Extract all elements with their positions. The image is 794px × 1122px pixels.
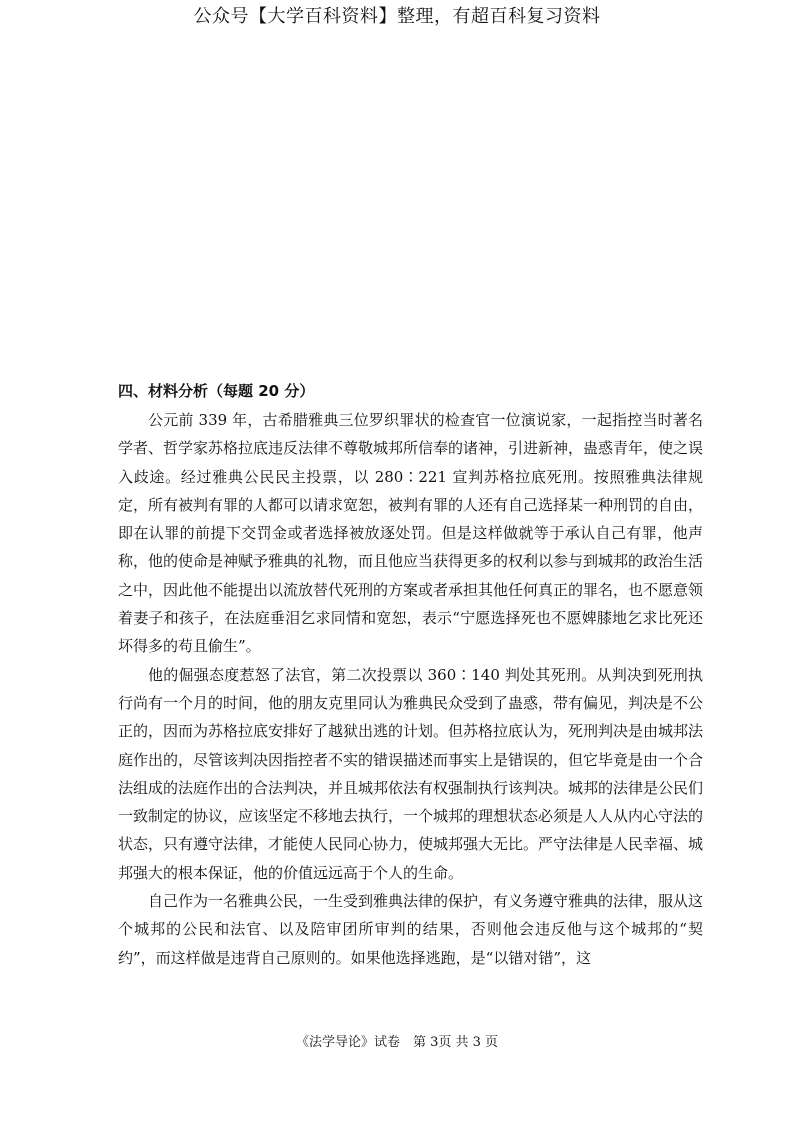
- page-header: 公众号【大学百科资料】整理，有超百科复习资料: [193, 6, 601, 27]
- paragraph-2: 他的倔强态度惹怒了法官，第二次投票以 360∶140 判处其死刑。从判决到死刑执行尚有一个月的时间，他的朋友克里同认为雅典民众受到了蛊惑，带有偏见，判决是不公正的，因而为苏格拉底安排好了越狱出逃的计划。但苏格拉底认为，死刑判决是由城邦法庭作出的，尽管该判决因指控者不实的错误描述而事实上是错误的，但它毕竟是由一个合法组成的法庭作出的合法判决，并且城邦依法有权强制执行该判决。城邦的法律是公民们一致制定的协议，应该坚定不移地去执行，一个城邦的理想状态必须是人人从内心守法的状态，只有遵守法律，才能使人民同心协力，使城邦强大无比。严守法律是人民幸福、城邦强大的根本保证，他的价值远远高于个人的生命。: [118, 665, 704, 882]
- paragraph-3: 自己作为一名雅典公民，一生受到雅典法律的保护，有义务遵守雅典的法律，服从这个城邦的公民和法官、以及陪审团所审判的结果，否则他会违反他与这个城邦的“契约”，而这样做是违背自己原则的。如果他选择逃跑，是“以错对错”，这: [118, 892, 704, 967]
- page-footer: 《法学导论》试卷 第 3页 共 3 页: [295, 1035, 499, 1050]
- section-title: 四、材料分析（每题 20 分）: [118, 382, 315, 400]
- material-analysis-section: [118, 378, 703, 972]
- paragraph-1: 公元前 339 年，古希腊雅典三位罗织罪状的检查官一位演说家，一起指控当时著名学者、哲学家苏格拉底违反法律不尊敬城邦所信奉的诸神，引进新神，蛊惑青年，使之误入歧途。经过雅典公民民主投票，以 280∶221 宣判苏格拉底死刑。按照雅典法律规定，所有被判有罪的人都可以请求宽恕，被判有罪的人还有自己选择某一种刑罚的自由，即在认罪的前提下交罚金或者选择被放逐处罚。但是这样做就等于承认自己有罪，他声称，他的使命是神赋予雅典的礼物，而且他应当获得更多的权利以参与到城邦的政治生活之中，因此他不能提出以流放替代死刑的方案或者承担其他任何真正的罪名，也不愿意领着妻子和孩子，在法庭垂泪乞求同情和宽恕，表示“宁愿选择死也不愿婢膝地乞求比死还坏得多的苟且偷生”。: [118, 411, 704, 656]
